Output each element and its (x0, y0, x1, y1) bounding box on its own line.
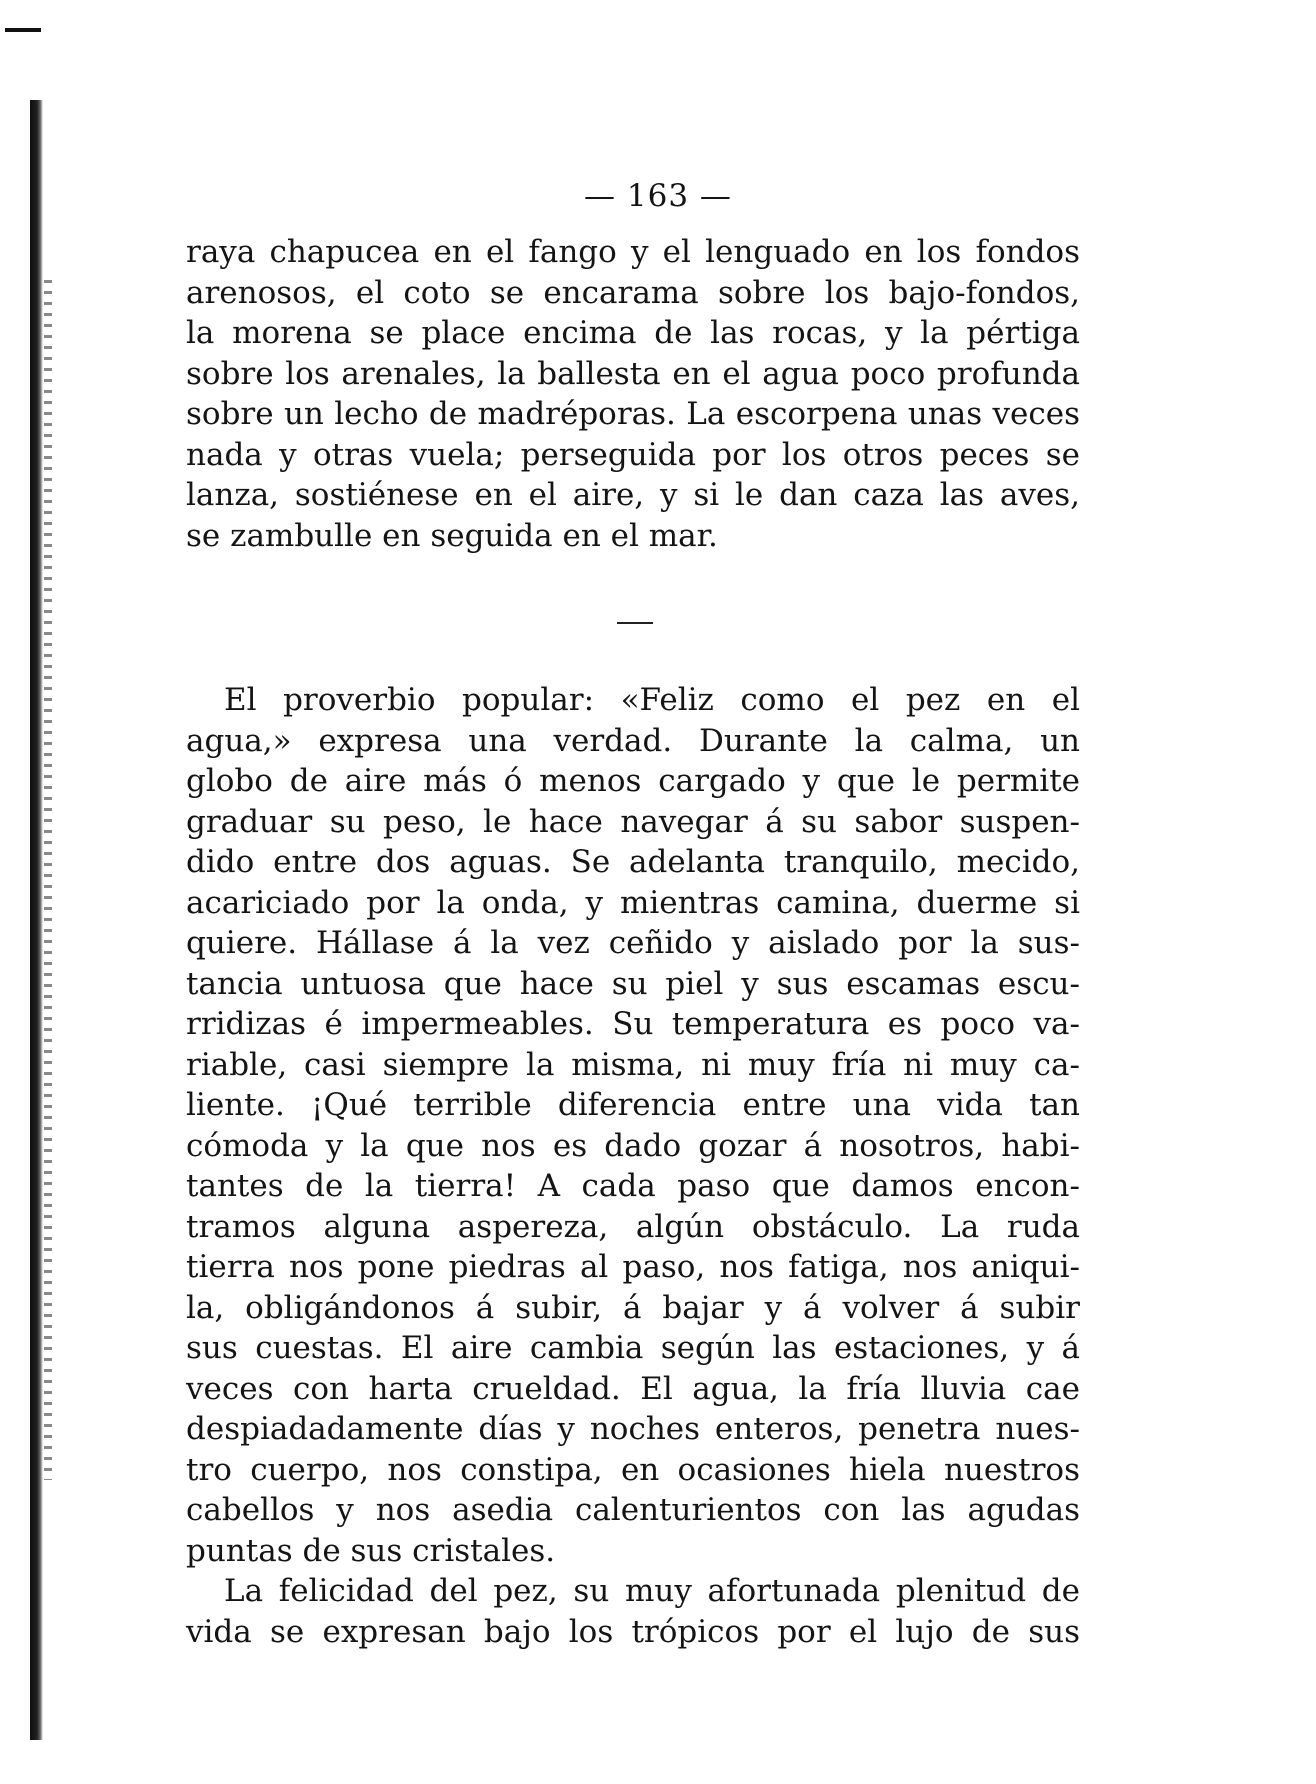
text-line: arenosos, el coto se encarama sobre los bajo-fondos, (186, 274, 1080, 311)
text-line: sobre los arenales, la ballesta en el agua poco profunda (186, 355, 1080, 392)
text-line: puntas de sus cristales. (186, 1532, 556, 1569)
page-number-header: — 163 — (584, 178, 732, 214)
text-line: agua,» expresa una verdad. Durante la calma, un (186, 722, 1080, 759)
book-binding-edge (30, 100, 43, 1740)
text-line: veces con harta crueldad. El agua, la fría lluvia cae (186, 1370, 1080, 1407)
text-line: acariciado por la onda, y mientras camina, duerme si (186, 884, 1080, 921)
paragraph-proverb (186, 680, 1080, 1652)
text-line: cabellos y nos asedia calenturientos con las agudas (186, 1492, 1080, 1528)
text-line: tramos alguna aspereza, algún obstáculo. La ruda (186, 1208, 1080, 1245)
text-line: cómoda y la que nos es dado gozar á nosotros, habi- (186, 1127, 1080, 1164)
text-line: dido entre dos aguas. Se adelanta tranquilo, mecido, (186, 844, 1080, 880)
text-line: tantes de la tierra! A cada paso que damos encon- (186, 1168, 1080, 1204)
binding-shadow-fringe (44, 280, 52, 1480)
text-line: La felicidad del pez, su muy afortunada plenitud de (224, 1573, 1080, 1609)
text-line: sus cuestas. El aire cambia según las estaciones, y á (186, 1330, 1080, 1366)
text-line: la, obligándonos á subir, á bajar y á volver á subir (186, 1289, 1080, 1326)
text-line: globo de aire más ó menos cargado y que le permite (186, 763, 1080, 799)
text-line: nada y otras vuela; perseguida por los otros peces se (186, 436, 1080, 473)
text-line: El proverbio popular: «Feliz como el pez en el (224, 682, 1080, 718)
paragraph-continuation (186, 232, 1080, 556)
text-line: lanza, sostiénese en el aire, y si le dan caza las aves, (186, 477, 1080, 513)
text-line: vida se expresan bajo los trópicos por el lujo de sus (186, 1613, 1080, 1650)
section-divider-rule (617, 622, 653, 624)
text-line: quiere. Hállase á la vez ceñido y aislado por la sus- (186, 925, 1080, 961)
text-line: despiadadamente días y noches enteros, penetra nues- (186, 1411, 1080, 1447)
text-line: graduar su peso, le hace navegar á su sabor suspen- (186, 803, 1080, 840)
scan-corner-mark (5, 28, 41, 32)
text-line: sobre un lecho de madréporas. La escorpena unas veces (186, 396, 1080, 432)
text-line: tro cuerpo, nos constipa, en ocasiones hiela nuestros (186, 1451, 1080, 1488)
text-line: rridizas é impermeables. Su temperatura es poco va- (186, 1006, 1080, 1042)
text-line: tancia untuosa que hace su piel y sus escamas escu- (186, 965, 1080, 1002)
text-line: se zambulle en seguida en el mar. (186, 517, 718, 554)
text-line: la morena se place encima de las rocas, y la pértiga (186, 315, 1080, 351)
text-line: raya chapucea en el fango y el lenguado en los fondos (186, 234, 1080, 270)
text-line: riable, casi siempre la misma, ni muy fría ni muy ca- (186, 1046, 1080, 1083)
text-line: liente. ¡Qué terrible diferencia entre una vida tan (186, 1087, 1080, 1123)
text-line: tierra nos pone piedras al paso, nos fatiga, nos aniqui- (186, 1249, 1080, 1285)
